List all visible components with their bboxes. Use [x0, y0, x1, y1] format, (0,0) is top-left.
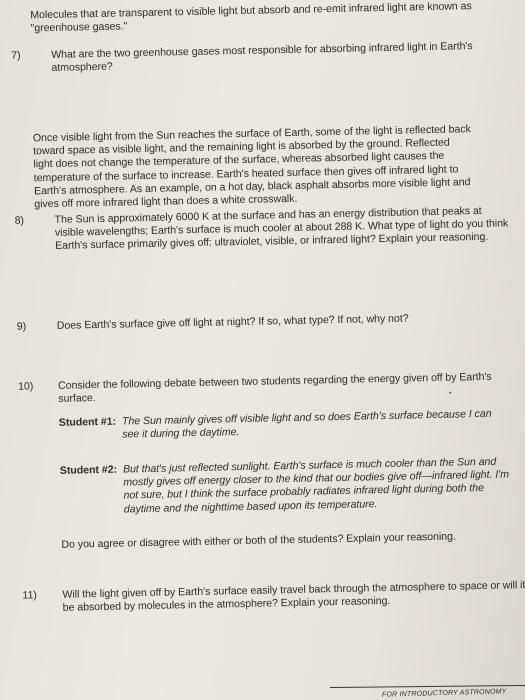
- question-11: [22, 579, 525, 616]
- student-1-statement: [59, 407, 509, 443]
- student-1-quote: The Sun mainly gives off visible light and so does Earth's surface because I can see it during the daytime.: [121, 407, 492, 441]
- question-7: [11, 39, 521, 76]
- question-9-number: 9): [16, 320, 27, 333]
- question-9: [16, 310, 525, 333]
- footer-label: FOR INTRODUCTORY ASTRONOMY: [381, 688, 507, 699]
- question-8: [14, 204, 510, 254]
- explanation-paragraph: Once visible light from the Sun reaches the surface of Earth, some of the light is reflected back toward space as visible light, and the remaining light is absorbed by the ground. Reflected light does not change the temperature of the surface, whereas absorbed light causes the temperature of the surface to increase. Earth's heated surface then gives off infrared light to Earth's atmosphere. As an example, on a hot day, black asphalt absorbs more visible light and gives off more infrared light than does a white crosswalk.: [32, 123, 471, 211]
- student-1-label: Student #1:: [58, 415, 117, 429]
- question-9-text: Does Earth's surface give off light at night? If so, what type? If not, why not?: [56, 312, 409, 332]
- student-2-quote: But that's just reflected sunlight. Earth's surface is much cooler than the Sun and mostly gives off energy closer to the kind that our bodies give off—infrared light. I'm not sure, but I think the surface probably radiates infrared light during both the daytime and the nighttime based upon its temperature.: [122, 455, 510, 516]
- question-11-number: 11): [22, 589, 37, 602]
- student-2-label: Student #2:: [59, 463, 118, 477]
- question-10: [17, 370, 525, 407]
- question-7-number: 7): [11, 49, 21, 62]
- question-10-number: 10): [17, 380, 34, 393]
- question-8-number: 8): [14, 214, 25, 227]
- pen-mark: [449, 392, 451, 394]
- question-10-text: Consider the following debate between two students regarding the energy given off by Earth's surface.: [57, 370, 492, 406]
- question-11-text: Will the light given off by Earth's surface easily travel back through the atmosphere to space or will it be absorbed by molecules in the atmosphere? Explain your reasoning.: [62, 579, 525, 615]
- question-8-text: The Sun is approximately 6000 K at the surface and has an energy distribution that peaks at visible wavelengths; Earth's surface is much cooler at about 288 K. What type of light do you think Earth's surface primarily gives off: ultraviolet, visible, or infrared light? Explain your reasoning.: [54, 204, 509, 253]
- student-2-statement: [60, 455, 511, 517]
- page-footer: [330, 675, 525, 700]
- question-7-text: What are the two greenhouse gases most responsible for absorbing infrared light in Earth's atmosphere?: [51, 40, 473, 75]
- footer-rule: [330, 685, 525, 688]
- debate-prompt: Do you agree or disagree with either or both of the students? Explain your reasoning.: [61, 530, 456, 551]
- intro-text: Molecules that are transparent to visible light but absorb and re-emit infrared light are known as "greenhouse gases.": [30, 0, 472, 35]
